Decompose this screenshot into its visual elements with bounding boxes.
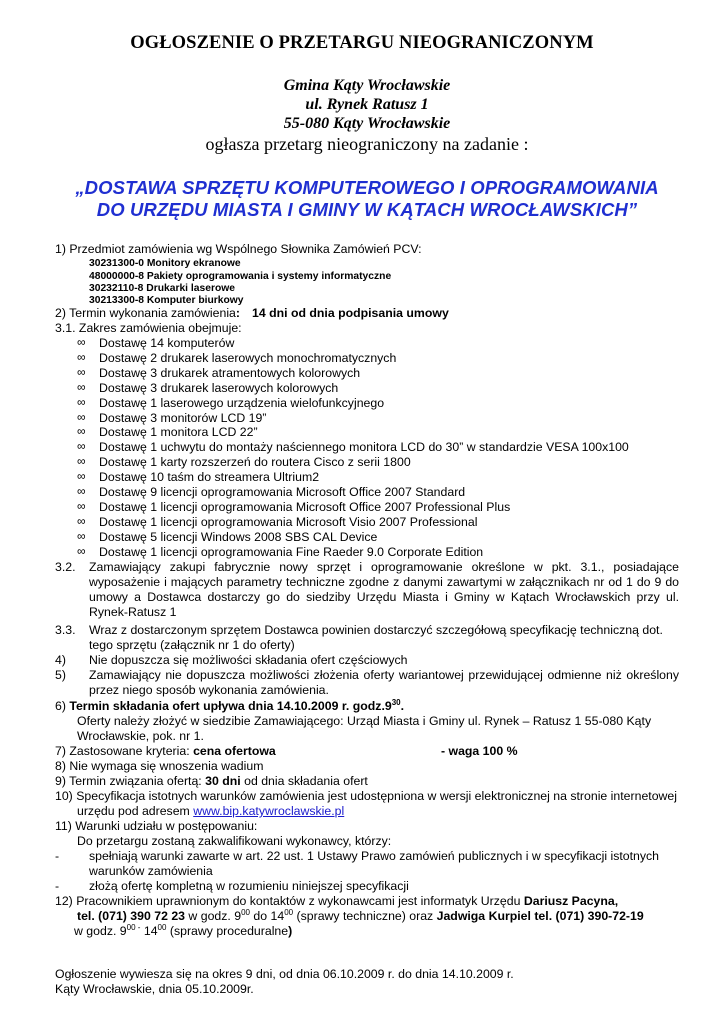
bullet-marker: ∞ <box>77 394 86 409</box>
section6-line3: Wrocławskie, pok. nr 1. <box>77 729 204 743</box>
section6-period: . <box>400 699 405 713</box>
bip-website-link[interactable]: www.bip.katywroclawskie.pl <box>193 804 345 818</box>
task-title-line1: „DOSTAWA SPRZĘTU KOMPUTEROWEGO I OPROGRAMOWANIA <box>75 177 659 198</box>
section2-colon: : <box>235 306 241 320</box>
scope-list-item: Dostawę 1 licencji oprogramowania Fine Raeder 9.0 Corporate Edition <box>99 544 484 559</box>
scope-list-item: Dostawę 3 drukarek atramentowych kolorowych <box>99 365 361 380</box>
announcement-line: ogłasza przetarg nieograniczony na zadanie : <box>205 134 529 154</box>
scope-list-item: Dostawę 1 karty rozszerzeń do routera Cisco z serii 1800 <box>99 455 411 470</box>
section33-line2: tego sprzętu (załącznik nr 1 do oferty) <box>89 638 295 652</box>
issuer-city: 55-080 Kąty Wrocławskie <box>283 115 451 132</box>
section6-minutes: 30 <box>391 697 401 707</box>
cpv-code: 30213300-8 Komputer biurkowy <box>89 295 244 306</box>
hours-to: do 14 <box>249 909 285 923</box>
hours-note: (sprawy proceduralne <box>166 924 289 938</box>
section7-label: 7) Zastosowane kryteria: <box>55 744 194 758</box>
section33-line1: Wraz z dostarczonym sprzętem Dostawca powinien dostarczyć szczegółową specyfikację techniczną dot. <box>89 623 663 637</box>
hours-from: w godz. 9 <box>74 924 127 938</box>
section11-heading: 11) Warunki udziału w postępowaniu: <box>55 819 258 833</box>
section32-text: Zamawiający zakupi fabrycznie nowy sprzęt i oprogramowanie określone w pkt. 3.1., posiadające wyposażenie i mających parametry techniczne zgodne z danymi zawartymi w załącznikach nr od 1 do 9 do umowy a Dostawca dostarczy go do siedziby Urzędu Miasta i Gminy w Kątach Wrocławskich przy ul. Rynek-Ratusz 1 <box>89 560 679 619</box>
section31-heading: 3.1. Zakres zamówienia obejmuje: <box>55 321 242 335</box>
section6-line2: Oferty należy złożyć w siedzibie Zamawiającego: Urząd Miasta i Gminy ul. Rynek – Ratusz 1 55-080 Kąty <box>77 714 652 728</box>
hours-sup: 00 <box>157 922 167 932</box>
bullet-marker: ∞ <box>77 364 86 379</box>
section7-criterion: cena ofertowa <box>193 744 276 758</box>
hours-sup: 00 - <box>126 922 141 932</box>
bullet-marker: ∞ <box>77 379 86 394</box>
bullet-marker: ∞ <box>77 454 86 469</box>
section7-line <box>55 744 276 759</box>
scope-list-item: Dostawę 1 uchwytu do montaży naściennego monitora LCD do 30” w standardzie VESA 100x100 <box>99 440 629 455</box>
section4-number: 4) <box>55 653 66 667</box>
section2-label: 2) Termin wykonania zamówienia <box>55 306 236 320</box>
section11-condition1-line1: spełniają warunki zawarte w art. 22 ust. 1 Ustawy Prawo zamówień publicznych i w specyfikacji istotnych <box>89 849 659 863</box>
bullet-marker: ∞ <box>77 484 86 498</box>
hours-note: (sprawy techniczne) oraz <box>293 909 437 923</box>
section33-number: 3.3. <box>55 623 76 637</box>
scope-list-item: Dostawę 10 taśm do streamera Ultrium2 <box>99 470 320 485</box>
section10-line2 <box>77 804 344 819</box>
section9-suffix: od dnia składania ofert <box>240 774 368 788</box>
section12-intro: 12) Pracownikiem uprawnionym do kontaktów z wykonawcami jest informatyk Urzędu <box>55 894 524 908</box>
section2-value: 14 dni od dnia podpisania umowy <box>252 306 449 320</box>
scope-list-item: Dostawę 1 licencji oprogramowania Microsoft Office 2007 Professional Plus <box>99 499 511 514</box>
bullet-marker: ∞ <box>77 349 86 364</box>
section4-text: Nie dopuszcza się możliwości składania ofert częściowych <box>89 653 408 667</box>
section2-line <box>55 306 449 321</box>
scope-list-item: Dostawę 1 monitora LCD 22” <box>99 425 258 440</box>
scope-list-item: Dostawę 9 licencji oprogramowania Microsoft Office 2007 Standard <box>99 485 466 499</box>
section10-prefix: urzędu pod adresem <box>77 804 194 818</box>
hours-to: 14 <box>140 924 158 938</box>
bullet-marker: ∞ <box>77 513 86 528</box>
dash-marker: - <box>55 879 60 893</box>
bullet-marker: ∞ <box>77 335 86 349</box>
scope-list-item: Dostawę 3 monitorów LCD 19” <box>99 410 267 425</box>
cpv-code: 30232110-8 Drukarki laserowe <box>89 283 235 294</box>
section7-weight: - waga 100 % <box>441 744 518 758</box>
section6-deadline <box>55 699 404 714</box>
section9-line <box>55 774 368 789</box>
scope-list-item: Dostawę 14 komputerów <box>99 336 235 350</box>
section12-line2 <box>77 909 644 924</box>
cpv-code: 48000000-8 Pakiety oprogramowania i systemy informatyczne <box>89 271 392 282</box>
closing-paren: ) <box>288 924 293 938</box>
hours-from: w godz. 9 <box>185 909 242 923</box>
task-title-line2: DO URZĘDU MIASTA I GMINY W KĄTACH WROCŁAWSKICH” <box>96 199 638 220</box>
scope-list-item: Dostawę 2 drukarek laserowych monochromatycznych <box>99 350 397 365</box>
place-and-date: Kąty Wrocławskie, dnia 05.10.2009r. <box>55 982 254 996</box>
contact-phone-1: tel. (071) 390 72 23 <box>77 909 186 923</box>
issuer-street: ul. Rynek Ratusz 1 <box>305 96 429 113</box>
hours-sup: 00 <box>241 907 250 917</box>
section32-number: 3.2. <box>55 560 76 574</box>
dash-marker: - <box>55 849 60 863</box>
bullet-marker: ∞ <box>77 498 86 513</box>
bullet-marker: ∞ <box>77 439 86 454</box>
section5-number: 5) <box>55 668 66 682</box>
bullet-marker: ∞ <box>77 424 86 439</box>
section11-condition2: złożą ofertę kompletną w rozumieniu niniejszej specyfikacji <box>89 879 409 893</box>
section9-days: 30 dni <box>205 774 241 788</box>
bullet-marker: ∞ <box>77 409 86 424</box>
section11-condition1-line2: warunków zamówienia <box>89 864 213 878</box>
posting-period: Ogłoszenie wywiesza się na okres 9 dni, od dnia 06.10.2009 r. do dnia 14.10.2009 r. <box>55 967 514 981</box>
section12-line3 <box>74 924 292 939</box>
section8-text: 8) Nie wymaga się wnoszenia wadium <box>55 759 264 773</box>
issuer-name: Gmina Kąty Wrocławskie <box>283 77 451 94</box>
contact-person-2: Jadwiga Kurpiel tel. (071) 390-72-19 <box>436 909 644 923</box>
scope-list-item: Dostawę 5 licencji Windows 2008 SBS CAL Device <box>99 529 378 544</box>
section11-intro: Do przetargu zostaną zakwalifikowani wykonawcy, którzy: <box>77 834 392 848</box>
section5-text: Zamawiający nie dopuszcza możliwości złożenia oferty wariantowej przewidującej odmienne niż określony przez niego sposób wykonania zamówienia. <box>89 668 679 697</box>
contact-person-1: Dariusz Pacyna, <box>523 894 619 908</box>
cpv-code: 30231300-0 Monitory ekranowe <box>89 258 241 269</box>
document-title: OGŁOSZENIE O PRZETARGU NIEOGRANICZONYM <box>130 33 594 53</box>
bullet-marker: ∞ <box>77 469 86 484</box>
section6-prefix: 6) <box>55 699 70 713</box>
bullet-marker: ∞ <box>77 543 86 558</box>
section12-line1 <box>55 894 618 909</box>
hours-sup: 00 <box>284 907 294 917</box>
section1-heading: 1) Przedmiot zamówienia wg Wspólnego Słownika Zamówień PCV: <box>55 242 422 256</box>
bullet-marker: ∞ <box>77 528 86 543</box>
section9-label: 9) Termin związania ofertą: <box>55 774 206 788</box>
scope-list-item: Dostawę 1 laserowego urządzenia wielofunkcyjnego <box>99 395 385 410</box>
scope-list-item: Dostawę 3 drukarek laserowych kolorowych <box>99 380 339 395</box>
section10-line1: 10) Specyfikacja istotnych warunków zamówienia jest udostępniona w wersji elektronicznej na stronie internetowej <box>55 789 677 803</box>
section6-deadline-text: Termin składania ofert upływa dnia 14.10.2009 r. godz.9 <box>69 699 392 713</box>
scope-list-item: Dostawę 1 licencji oprogramowania Microsoft Visio 2007 Professional <box>99 514 478 529</box>
